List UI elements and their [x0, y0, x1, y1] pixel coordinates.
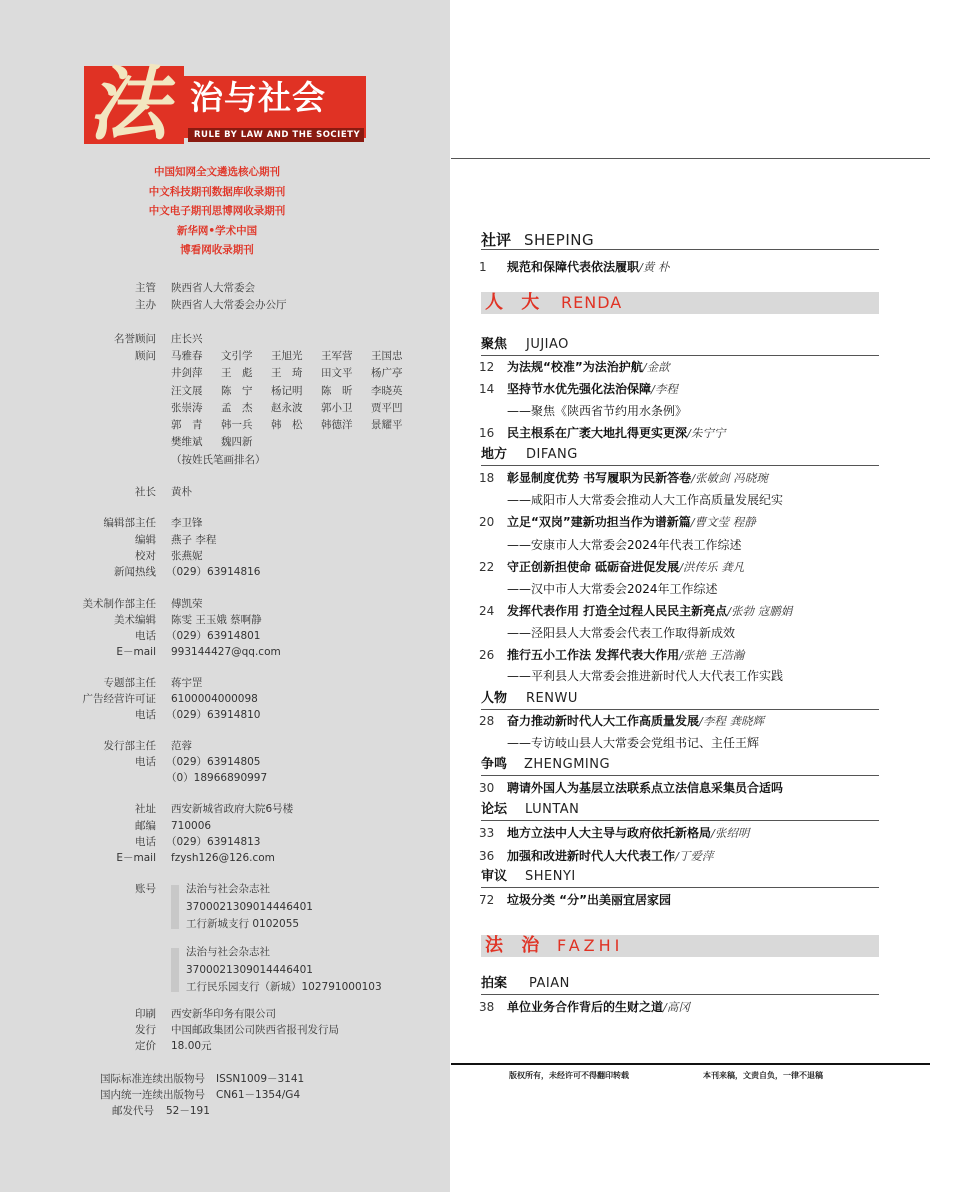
- article-author: /李程: [651, 382, 678, 396]
- article-title: 聘请外国人为基层立法联系点立法信息采集员合适吗: [507, 781, 784, 795]
- youbian-value: 710006: [171, 820, 212, 832]
- shezhi-value: 西安新城省政府大院6号楼: [171, 803, 294, 815]
- guwen-note: （按姓氏笔画排名）: [171, 453, 266, 466]
- faxing-tel2-value: （0）18966890997: [166, 772, 268, 784]
- section-title-en: RENDA: [561, 293, 623, 312]
- article-title: 坚持节水优先强化法治保障: [507, 382, 652, 396]
- article-subtitle: ——咸阳市人大常委会推动人大工作高质量发展纪实: [507, 493, 784, 507]
- toc-item[interactable]: [479, 846, 713, 866]
- zhuban-label: 主办: [135, 299, 156, 311]
- article-author: /曹文莹 程静: [690, 515, 756, 529]
- toc-item[interactable]: [479, 823, 749, 843]
- article-subtitle: ——安康市人大常委会2024年代表工作综述: [507, 538, 742, 552]
- article-title: 彰显制度优势 书写履职为民新答卷: [507, 471, 692, 485]
- section-renwu: [481, 690, 879, 710]
- meishu-zhuren-value: 傅凯荣: [171, 598, 203, 610]
- section-luntan: [481, 801, 879, 821]
- dingjia-value: 18.00元: [171, 1040, 212, 1052]
- guwen-name: 杨广亭: [371, 367, 403, 380]
- guanggao-label: 广告经营许可证: [82, 693, 156, 705]
- section-title-en: RENWU: [526, 691, 578, 706]
- article-author: /洪传乐 龚凡: [679, 560, 745, 574]
- zhuanti-value: 蒋宇罡: [171, 677, 203, 689]
- section-title: 社评: [481, 231, 512, 249]
- index-line: 中国知网全文遴选核心期刊: [154, 166, 280, 178]
- section-sheping: [481, 230, 879, 250]
- guwen-name: 王国忠: [371, 350, 403, 362]
- section-jujiao: [481, 336, 879, 356]
- jiaodui-label: 校对: [135, 550, 156, 562]
- cn-label: 国内统一连续出版物号: [100, 1089, 205, 1101]
- page-number: 22: [479, 560, 495, 574]
- guwen-name: 韩 松: [271, 419, 303, 432]
- account-line: 法治与社会杂志社: [186, 946, 270, 958]
- zhanghao-label: 账号: [135, 883, 156, 895]
- guwen-name: 陈 宁: [221, 384, 253, 397]
- guwen-name: 杨记明: [271, 384, 303, 397]
- article-title: 立足“双岗”建新功担当作为谱新篇: [507, 515, 691, 529]
- page-number: 12: [479, 360, 495, 374]
- youfa-value: 52－191: [166, 1105, 210, 1117]
- article-subtitle: ——聚焦《陕西省节约用水条例》: [507, 404, 688, 418]
- meishu-tel-value: （029）63914801: [166, 630, 261, 642]
- yinshua-value: 西安新华印务有限公司: [171, 1008, 276, 1020]
- mingyu-value: 庄长兴: [171, 333, 203, 345]
- toc-item[interactable]: [479, 357, 670, 377]
- bank-stamp: [171, 885, 179, 929]
- zhuanti-tel-value: （029）63914810: [166, 709, 261, 721]
- index-line: 中文科技期刊数据库收录期刊: [148, 185, 286, 198]
- page-number: 26: [479, 648, 495, 662]
- shezhang-value: 黄朴: [171, 486, 192, 498]
- jiaodui-value: 张燕妮: [171, 550, 203, 562]
- toc-item[interactable]: [479, 601, 792, 621]
- zhuguan-label: 主管: [135, 282, 156, 294]
- cn-value: CN61－1354/G4: [216, 1089, 301, 1101]
- she-tel-label: 电话: [135, 836, 156, 848]
- email2-label: E－mail: [116, 852, 156, 864]
- zhuguan-value: 陕西省人大常委会: [171, 282, 255, 294]
- section-title: 审议: [481, 869, 508, 884]
- bianji-zhuren-value: 李卫锋: [171, 517, 203, 529]
- article-author: /张绍明: [711, 826, 750, 840]
- shezhang-label: 社长: [135, 486, 156, 498]
- magazine-title: 治与社会: [190, 78, 326, 117]
- she-tel-value: （029）63914813: [166, 836, 261, 848]
- guwen-name: 韩一兵: [221, 419, 253, 432]
- article-title: 发挥代表作用 打造全过程人民民主新亮点: [507, 604, 728, 618]
- index-line: 中文电子期刊思博网收录期刊: [148, 205, 286, 217]
- section-title-en: LUNTAN: [525, 802, 580, 817]
- guwen-name: 田文平: [321, 367, 353, 380]
- faxing-value: 范蓉: [171, 740, 192, 752]
- article-author: /张敏剑 冯晓琬: [691, 471, 768, 485]
- shezhi-label: 社址: [135, 803, 156, 815]
- yinshua-label: 印刷: [135, 1008, 156, 1020]
- guwen-name: 井剑萍: [171, 367, 203, 380]
- page-number: 24: [479, 604, 495, 618]
- section-title-en: SHENYI: [525, 869, 576, 884]
- section-title-en: PAIAN: [529, 976, 570, 991]
- guwen-name: 李晓英: [371, 384, 403, 397]
- article-author: /张勃 寇鹏娟: [727, 604, 793, 618]
- guwen-name: 魏四新: [221, 436, 253, 449]
- youfa-label: 邮发代号: [112, 1105, 154, 1117]
- section-title: 争鸣: [481, 757, 508, 772]
- guwen-name: 景耀平: [371, 419, 403, 432]
- index-list: [130, 163, 304, 261]
- section-title-en: FAZHI: [557, 936, 624, 955]
- section-renda: [481, 292, 879, 314]
- section-title-en: DIFANG: [526, 447, 578, 462]
- toc-item[interactable]: [479, 890, 671, 910]
- guwen-name: 王军营: [321, 350, 353, 362]
- article-title: 加强和改进新时代人大代表工作: [507, 849, 676, 863]
- copyright-note: 版权所有，未经许可不得翻印转载: [509, 1071, 629, 1080]
- section-title: 论坛: [481, 802, 508, 817]
- page-number: 20: [479, 515, 495, 529]
- index-line: 新华网•学术中国: [176, 224, 258, 237]
- article-title: 地方立法中人大主导与政府依托新格局: [507, 826, 712, 840]
- page-number: 16: [479, 426, 495, 440]
- zhuban-value: 陕西省人大常委会办公厅: [171, 299, 287, 311]
- faxing-tel1-value: （029）63914805: [166, 756, 261, 768]
- guwen-name: 王 彪: [221, 367, 253, 380]
- guwen-grid: [171, 348, 421, 469]
- page-number: 14: [479, 382, 495, 396]
- article-title: 民主根系在广袤大地扎得更实更深: [507, 426, 688, 440]
- xinwen-value: （029）63914816: [166, 566, 261, 578]
- account-line: 工行民乐园支行（新城）102791000103: [186, 981, 382, 993]
- guwen-name: 陈 昕: [321, 384, 353, 397]
- guwen-name: 汪文展: [171, 384, 203, 397]
- page-number: 18: [479, 471, 495, 485]
- email2-value: fzysh126@126.com: [171, 852, 275, 864]
- guwen-name: 贾平凹: [371, 401, 403, 414]
- guwen-name: 郭 青: [171, 419, 203, 432]
- toc-item[interactable]: [479, 257, 670, 277]
- article-title: 垃圾分类 “分”出美丽宜居家园: [507, 893, 671, 907]
- bank-stamp: [171, 948, 179, 992]
- youbian-label: 邮编: [135, 820, 156, 832]
- guwen-name: 韩德洋: [321, 419, 353, 432]
- guwen-label: 顾问: [135, 350, 156, 362]
- account-line: 法治与社会杂志社: [186, 883, 270, 895]
- xinwen-label: 新闻热线: [114, 566, 156, 578]
- dingjia-label: 定价: [135, 1040, 156, 1052]
- zhuanti-label: 专题部主任: [103, 677, 156, 689]
- account-line: 工行新城支行 0102055: [186, 918, 300, 930]
- toc-item[interactable]: [479, 711, 764, 731]
- faxing-tel-label: 电话: [135, 756, 156, 768]
- article-author: /李程 龚晓辉: [699, 714, 765, 728]
- account-line: 3700021309014446401: [186, 900, 313, 913]
- toc-item[interactable]: [479, 645, 744, 665]
- section-shenyi: [481, 868, 879, 888]
- section-title-en: JUJIAO: [526, 337, 569, 352]
- article-title: 为法规“校准”为法治护航: [507, 360, 643, 374]
- guanggao-value: 6100004000098: [171, 693, 258, 705]
- zhuanti-tel-label: 电话: [135, 709, 156, 721]
- guwen-name: 王 琦: [271, 367, 303, 380]
- article-subtitle: ——专访岐山县人大常委会党组书记、主任王辉: [507, 736, 760, 750]
- guwen-name: 赵永波: [271, 401, 303, 414]
- bianji-zhuren-label: 编辑部主任: [103, 517, 156, 529]
- bottom-rule: [451, 1063, 930, 1065]
- page-number: 36: [479, 849, 495, 863]
- meishu-bianji-value: 陈雯 王玉娥 蔡啊静: [171, 614, 262, 626]
- issn-value: ISSN1009－3141: [216, 1073, 305, 1085]
- meishu-zhuren-label: 美术制作部主任: [82, 598, 156, 610]
- article-title: 单位业务合作背后的生财之道: [507, 1000, 664, 1014]
- account-line: 3700021309014446401: [186, 963, 313, 976]
- article-author: /丁爱萍: [675, 849, 714, 863]
- guwen-name: 马雅春: [171, 350, 203, 362]
- article-subtitle: ——泾阳县人大常委会代表工作取得新成效: [507, 626, 736, 640]
- page-number: 72: [479, 893, 495, 907]
- meishu-bianji-label: 美术编辑: [114, 614, 156, 626]
- toc-item[interactable]: [479, 379, 678, 399]
- section-title: 地方: [481, 447, 508, 462]
- index-line: 博看网收录期刊: [180, 244, 254, 256]
- toc-item[interactable]: [479, 778, 783, 798]
- toc-item[interactable]: [479, 423, 725, 443]
- fx-value: 中国邮政集团公司陕西省报刊发行局: [171, 1024, 339, 1036]
- mingyu-label: 名誉顾问: [114, 333, 156, 345]
- magazine-title-en: RULE BY LAW AND THE SOCIETY: [188, 128, 364, 142]
- section-zhengming: [481, 756, 879, 776]
- email1-value: 993144427@qq.com: [171, 646, 281, 658]
- page-number: 1: [479, 260, 487, 274]
- article-title: 推行五小工作法 发挥代表大作用: [507, 648, 680, 662]
- article-title: 规范和保障代表依法履职: [507, 260, 640, 274]
- article-author: /朱宁宁: [687, 426, 726, 440]
- article-title: 奋力推动新时代人大工作高质量发展: [507, 714, 700, 728]
- page-number: 38: [479, 1000, 495, 1014]
- article-author: /黄 朴: [639, 260, 670, 274]
- section-title: 聚焦: [481, 337, 508, 352]
- section-title-en: SHEPING: [524, 231, 595, 249]
- toc-item[interactable]: [479, 468, 768, 488]
- guwen-name: 张崇涛: [171, 401, 203, 414]
- guwen-name: 孟 杰: [221, 401, 253, 414]
- fx-label: 发行: [135, 1024, 156, 1036]
- article-subtitle: ——平利县人大常委会推进新时代人大代表工作实践: [507, 669, 784, 683]
- email1-label: E－mail: [116, 646, 156, 658]
- guwen-name: 樊维斌: [171, 436, 203, 449]
- bianji-value: 燕子 李程: [171, 534, 217, 546]
- section-title: 拍案: [481, 976, 508, 991]
- issn-label: 国际标准连续出版物号: [100, 1073, 205, 1085]
- article-title: 守正创新担使命 砥砺奋进促发展: [507, 560, 680, 574]
- guwen-name: 郭小卫: [321, 401, 353, 414]
- guwen-name: 王旭光: [271, 350, 303, 362]
- submission-note: 本刊来稿，文责自负，一律不退稿: [703, 1071, 823, 1080]
- article-author: /张艳 王浩瀚: [679, 648, 745, 662]
- page-number: 30: [479, 781, 495, 795]
- article-subtitle: ——汉中市人大常委会2024年工作综述: [507, 582, 718, 596]
- bianji-label: 编辑: [135, 534, 156, 546]
- toc-item[interactable]: [479, 997, 690, 1017]
- section-title: 人 大: [485, 292, 546, 313]
- section-title-en: ZHENGMING: [524, 757, 611, 772]
- page-number: 33: [479, 826, 495, 840]
- page-number: 28: [479, 714, 495, 728]
- section-title: 人物: [481, 691, 508, 706]
- logo-brush-char: 法: [88, 57, 168, 151]
- magazine-logo: [84, 57, 366, 151]
- section-title: 法 治: [485, 935, 546, 956]
- toc-item[interactable]: [479, 557, 744, 577]
- top-rule: [451, 158, 930, 159]
- meishu-tel-label: 电话: [135, 630, 156, 642]
- faxing-label: 发行部主任: [103, 740, 156, 752]
- article-author: /金歆: [642, 360, 670, 374]
- masthead-panel: [0, 0, 450, 1192]
- guwen-name: 文引学: [221, 350, 253, 362]
- section-fazhi: [481, 935, 879, 957]
- article-author: /高冈: [663, 1000, 690, 1014]
- section-difang: [481, 446, 879, 466]
- toc-item[interactable]: [479, 512, 756, 532]
- section-paian: [481, 975, 879, 995]
